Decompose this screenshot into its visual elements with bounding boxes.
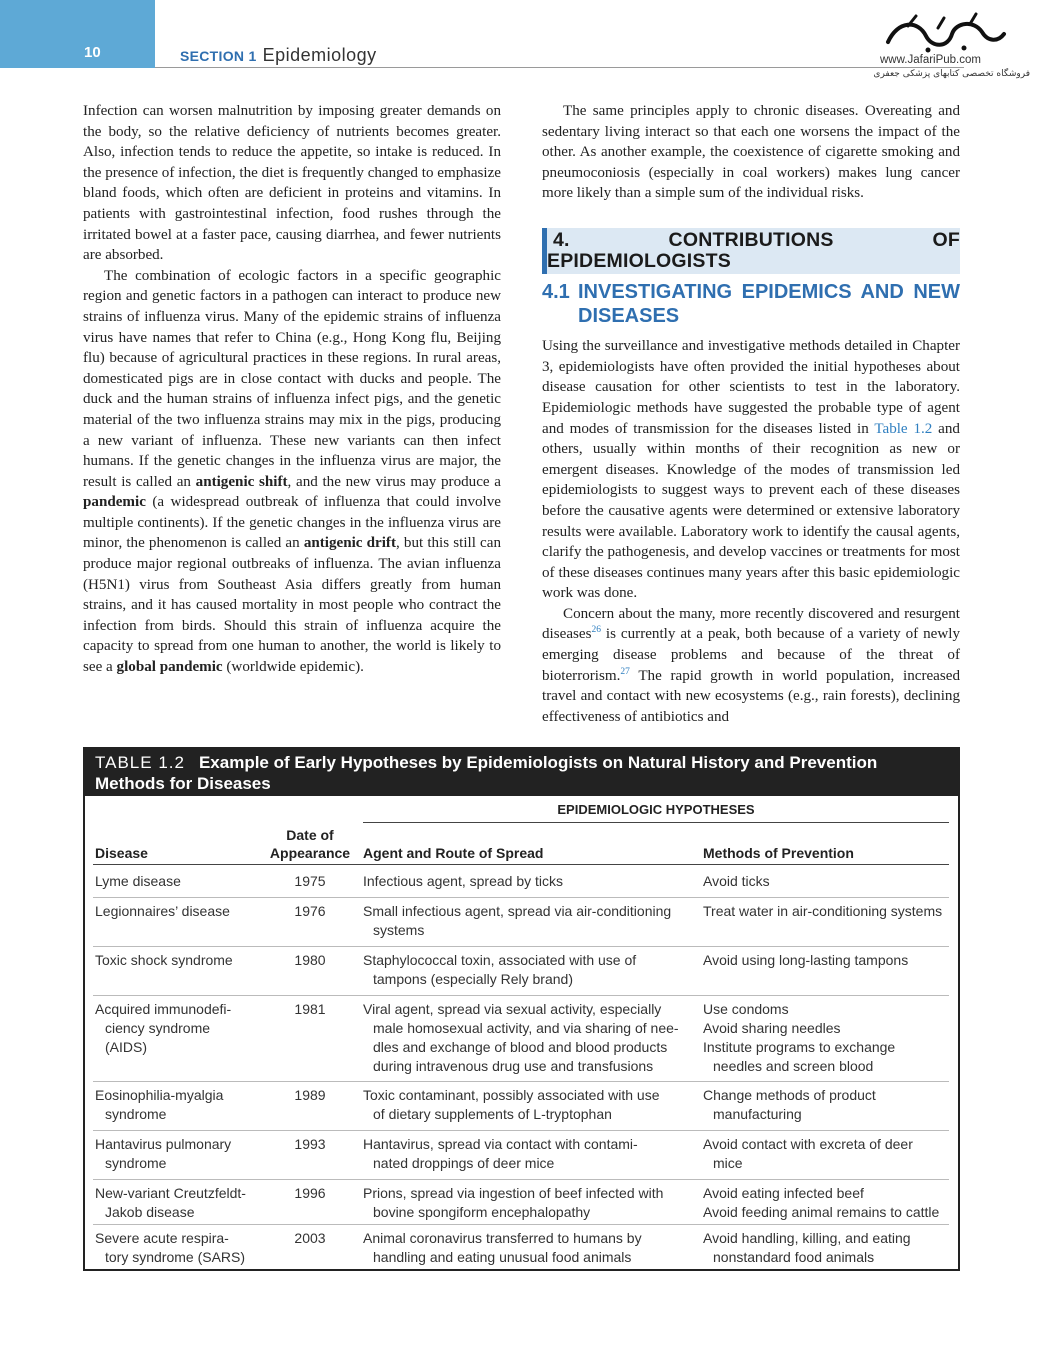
term-pandemic: pandemic (83, 494, 146, 511)
term-antigenic-drift: antigenic drift (303, 535, 396, 552)
cell-disease: Hantavirus pulmonary syndrome (95, 1136, 232, 1171)
page-number-tab (0, 0, 155, 68)
cell-disease: Acquired immunodefi- ciency syndrome (AIDS) (95, 1001, 232, 1055)
cell-agent: Hantavirus, spread via contact with contami- nated droppings of deer mice (363, 1136, 638, 1171)
column-header-disease: Disease (95, 845, 148, 861)
cell-date: 1976 (294, 903, 326, 919)
left-column (83, 101, 501, 678)
cell-agent: Toxic contaminant, possibly associated with use of dietary supplements of L-tryptophan (363, 1087, 660, 1122)
table-reference-link[interactable]: Table 1.2 (874, 420, 933, 437)
citation-26[interactable]: 26 (591, 625, 601, 636)
cell-agent: Small infectious agent, spread via air-conditioning systems (363, 903, 672, 938)
table-caption (85, 749, 958, 796)
cell-disease: New-variant Creutzfeldt- Jakob disease (95, 1185, 246, 1220)
cell-date: 2003 (294, 1230, 326, 1246)
row-separator (93, 946, 949, 947)
citation-27[interactable]: 27 (620, 666, 630, 677)
right-column (542, 101, 960, 727)
cell-methods: Avoid eating infected beef Avoid feeding animal remains to cattle (703, 1185, 940, 1220)
cell-disease: Toxic shock syndrome (95, 952, 233, 968)
column-header-agent: Agent and Route of Spread (363, 845, 544, 861)
term-antigenic-shift: antigenic shift (195, 473, 288, 490)
table-1-2 (83, 747, 960, 1271)
cell-agent: Infectious agent, spread by ticks (363, 873, 563, 889)
cell-date: 1989 (294, 1087, 326, 1103)
row-separator (93, 1179, 949, 1180)
cell-disease: Severe acute respira- tory syndrome (SARS) (95, 1230, 246, 1265)
paragraph: The combination of ecologic factors in a specific geographic region and genetic factors in a pathogen can interact to produce new strains of influenza virus. Many of the epidemic strains of influenza virus have names that refer to China (e.g., Hong Kong flu, Beijing flu) because of agricultural practices in these regions. In rural areas, domesticated pigs are in close contact with ducks and people. The duck and the human strains of influenza infect pigs, and the genetic material of the two influenza strains may mix in the pigs, producing a new variant of influenza. These new variants can then infect humans. If the genetic changes in the influenza virus are major, the result is called an antigenic shift, and the new virus may produce a pandemic (a widespread outbreak of influenza that could involve multiple continents). If the genetic changes in the influenza virus are minor, the phenomenon is called an antigenic drift, but this still can produce major regional outbreaks of influenza. The avian influenza (H5N1) virus from Southeast Asia differs greatly from human strains, and it has caused mortality in most people who contract the infection from birds. Should this strain of influenza acquire the capacity to spread from one human to another, the world is likely to see a global pandemic (worldwide epidemic). (83, 267, 501, 676)
row-separator (93, 995, 949, 996)
section-number: SECTION 1 (180, 48, 257, 64)
group-header-rule (363, 822, 949, 823)
publisher-logo-icon (878, 12, 1008, 56)
row-separator (93, 897, 949, 898)
cell-agent: Staphylococcal toxin, associated with use of tampons (especially Rely brand) (363, 952, 637, 987)
paragraph: Infection can worsen malnutrition by imposing greater demands on the body, so the relative deficiency of nutrients becomes greater. Also, infection tends to reduce the appetite, so intake is reduced. In the presence of infection, the diet is frequently changed to emphasize bland foods, which often are deficient in proteins and vitamins. In patients with gastrointestinal infection, food rushes through the irritated bowel at a faster pace, causing diarrhea, and fewer nutrients are absorbed. (83, 103, 501, 264)
subsection-heading: 4.1 INVESTIGATING EPIDEMICS AND NEW DISEASES (542, 281, 960, 328)
cell-date: 1981 (294, 1001, 326, 1017)
cell-methods: Use condoms Avoid sharing needles Institute programs to exchange needles and screen blood (703, 1001, 896, 1074)
row-separator (93, 1081, 949, 1082)
cell-methods: Avoid using long-lasting tampons (703, 952, 909, 968)
cell-methods: Change methods of product manufacturing (703, 1087, 876, 1122)
cell-date: 1996 (294, 1185, 326, 1201)
term-global-pandemic: global pandemic (116, 659, 223, 676)
row-separator (93, 1224, 949, 1225)
watermark (870, 12, 1030, 79)
column-header-methods: Methods of Prevention (703, 845, 854, 861)
cell-date: 1975 (294, 873, 326, 889)
watermark-tagline: فروشگاه تخصصی کتابهای پزشکی جعفری (873, 69, 1030, 79)
section-title: Epidemiology (262, 45, 377, 65)
paragraph: Concern about the many, more recently discovered and resurgent diseases$^{26}$ is currently at a peak, both because of a variety of newly emerging disease problems and because of the threat of bioterrorism.$^{27}$ The rapid growth in world population, increased travel and contact with new ecosystems (e.g., rain forests), declining effectiveness of antibiotics and (542, 605, 960, 725)
watermark-url: www.JafariPub.com (880, 54, 981, 66)
cell-methods: Avoid ticks (703, 873, 770, 889)
running-header (180, 45, 377, 66)
group-header: EPIDEMIOLOGIC HYPOTHESES (557, 802, 755, 817)
cell-disease: Lyme disease (95, 873, 181, 889)
paragraph: The same principles apply to chronic diseases. Overeating and sedentary living interact so that each one worsens the impact of the other. As another example, the coexistence of cigarette smoking and pneumoconiosis (especially in coal workers) makes lung cancer more likely than a simple sum of the individual risks. (542, 103, 960, 202)
cell-agent: Prions, spread via ingestion of beef infected with bovine spongiform encephalopathy (363, 1185, 664, 1220)
table-title: Example of Early Hypotheses by Epidemiologists on Natural History and Prevention Methods for Diseases (95, 753, 878, 793)
header-rule (93, 864, 949, 865)
section-heading: 4. CONTRIBUTIONS OF EPIDEMIOLOGISTS (542, 228, 960, 274)
table-label: TABLE 1.2 (95, 753, 185, 772)
paragraph: Using the surveillance and investigative methods detailed in Chapter 3, epidemiologists have often provided the initial hypotheses about disease causation for other scientists to test in the laboratory. Epidemiologic methods have suggested the probable type of agent and modes of transmission for the diseases listed in Table 1.2 and others, usually within months of their recognition as new or emergent diseases. Knowledge of the modes of transmission led epidemiologists to suggest ways to prevent each of these diseases before the causative agents were determined or extensive laboratory results were available. Laboratory work to identify the causal agents, clarify the pathogenesis, and develop vaccines or treatments for most of these diseases continues many years after this basic epidemiologic work was done. (542, 338, 960, 602)
cell-agent: Viral agent, spread via sexual activity, especially male homosexual activity, and via sharing of nee- dles and exchange of blood and blood products during intravenous drug use and transfusions (363, 1001, 679, 1074)
header-rule (155, 67, 964, 68)
column-header-date: Date of Appearance (269, 827, 351, 861)
cell-disease: Eosinophilia-myalgia syndrome (95, 1087, 224, 1122)
page-number: 10 (84, 44, 101, 61)
cell-agent: Animal coronavirus transferred to humans by handling and eating unusual food animals (363, 1230, 642, 1265)
cell-methods: Avoid contact with excreta of deer mice (703, 1136, 913, 1171)
cell-date: 1980 (294, 952, 326, 968)
cell-date: 1993 (294, 1136, 326, 1152)
cell-methods: Avoid handling, killing, and eating nonstandard food animals (703, 1230, 911, 1265)
cell-methods: Treat water in air-conditioning systems (703, 903, 943, 919)
row-separator (93, 1130, 949, 1131)
cell-disease: Legionnaires’ disease (95, 903, 230, 919)
